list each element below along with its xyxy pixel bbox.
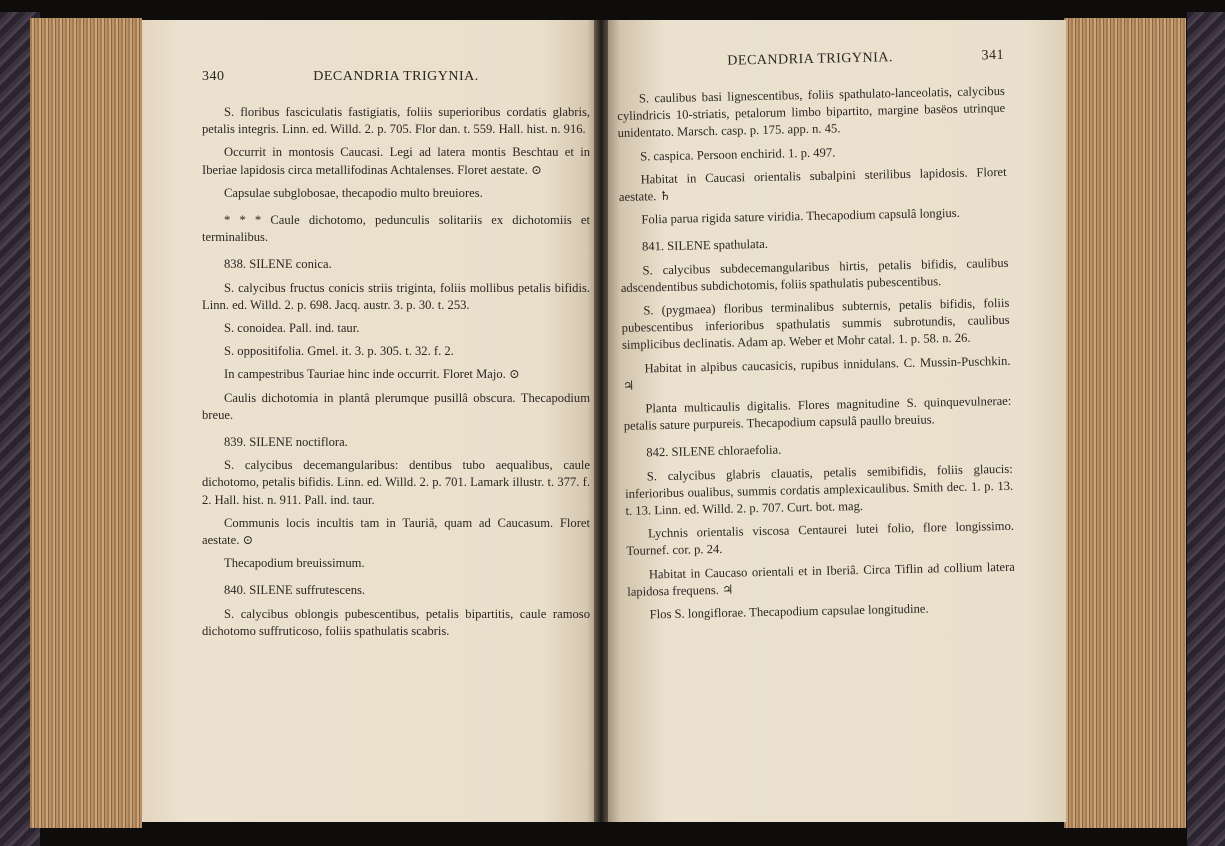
page-edges-right (1064, 18, 1186, 828)
paragraph: In campestribus Tauriae hinc inde occurrit. Floret Majo. ⊙ (224, 367, 520, 382)
book-cover-right (1187, 12, 1225, 846)
left-running-head: DECANDRIA TRIGYNIA. (313, 69, 479, 84)
paragraph: Caulis dichotomia in plantâ plerumque pusillâ obscura. Thecapodium breue. (202, 390, 590, 422)
species-heading: 841. SILENE spathulata. (641, 237, 769, 254)
paragraph: S. caulibus basi lignescentibus, foliis spathulato-lanceolatis, calycibus cylindricis 10-striatis, petalorum limbo bipartito, margine basëos utrinque unidentato. Marsch. casp. p. 175. app. n. 45. (617, 83, 1006, 141)
paragraph: Lychnis orientalis viscosa Centaurei lutei folio, flore longissimo. Tournef. cor. p. 24. (626, 519, 1015, 559)
species-heading: 842. SILENE chloraefolia. (646, 443, 782, 460)
left-page-header (202, 68, 590, 88)
paragraph: Thecapodium breuissimum. (224, 556, 365, 571)
page-edges-left (30, 18, 142, 828)
paragraph: Habitat in alpibus caucasicis, rupibus innidulans. C. Mussin-Puschkin. ♃ (622, 353, 1011, 393)
paragraph: S. caspica. Persoon enchirid. 1. p. 497. (639, 145, 836, 164)
paragraph: S. calycibus decemangularibus: dentibus tubo aequalibus, caule dichotomo, petalis bifidis. Linn. ed. Willd. 2. p. 701. Lamark illustr. t. 377. f. 2. Hall. hist. n. 911. Pall. ind. taur. (202, 458, 590, 507)
paragraph: Occurrit in montosis Caucasi. Legi ad latera montis Beschtau et in Iberiae lapidosis circa metallifodinas Achtalenses. Floret aestate. ⊙ (202, 145, 590, 177)
paragraph: Communis locis incultis tam in Tauriâ, quam ad Caucasum. Floret aestate. ⊙ (202, 515, 590, 548)
left-page-text (202, 68, 590, 646)
right-page-number: 341 (981, 47, 1005, 64)
paragraph: S. calycibus oblongis pubescentibus, petalis bipartitis, caule ramoso dichotomo suffruticoso, foliis spathulatis scabris. (202, 606, 590, 638)
paragraph: S. oppositifolia. Gmel. it. 3. p. 305. t. 32. f. 2. (224, 344, 454, 359)
paragraph: Capsulae subglobosae, thecapodio multo breuiores. (224, 185, 483, 200)
paragraph: S. conoidea. Pall. ind. taur. (224, 321, 360, 336)
paragraph: Habitat in Caucasi orientalis subalpini sterilibus lapidosis. Floret aestate. ♄ (618, 164, 1007, 204)
paragraph: Habitat in Caucaso orientali et in Iberiâ. Circa Tiflin ad collium latera lapidosa frequens. ♃ (627, 559, 1015, 599)
paragraph: S. calycibus glabris clauatis, petalis semibifidis, foliis glaucis: inferioribus oualibus, summis cordatis amplexicaulibus. Smith dec. 1. p. 13. t. 13. Linn. ed. Willd. 2. p. 707. Curt. bot. mag. (625, 461, 1014, 518)
paragraph: S. calycibus subdecemangularibus hirtis, petalis bifidis, caulibus adscendentibus subdichotomis, foliis spathulatis pubescentibus. (620, 255, 1009, 295)
paragraph: Folia parua rigida saturе viridia. Thecapodium capsulâ longius. (641, 206, 960, 227)
left-page-number: 340 (202, 69, 225, 84)
paragraph: S. (pygmaea) floribus terminalibus subternis, petalis bifidis, foliis pubescentibus inferioribus spathulatis summis subrotundis, caulibus simplicibus declinatis. Adam ap. Weber et Mohr catal. 1. p. 58. n. 26. (621, 295, 1010, 353)
species-heading: 838. SILENE conica. (224, 257, 332, 272)
species-heading: 840. SILENE suffrutescens. (224, 583, 366, 598)
species-heading: 839. SILENE noctiflora. (224, 435, 348, 450)
section-heading: * * * Caule dichotomo, pedunculis solitariis ex dichotomiis et terminalibus. (202, 213, 590, 245)
paragraph: S. calycibus fructus conicis striis triginta, foliis mollibus petalis bifidis. Linn. ed. Willd. 2. p. 698. Jacq. austr. 3. p. 30. t. 253. (202, 280, 590, 312)
book-gutter (594, 20, 608, 822)
paragraph: Flos S. longiflorae. Thecapodium capsulae longitudine. (649, 601, 929, 622)
paragraph: S. floribus fasciculatis fastigiatis, foliis superioribus cordatis glabris, petalis integris. Linn. ed. Willd. 2. p. 705. Flor dan. t. 559. Hall. hist. n. 916. (202, 105, 590, 137)
right-page-text (616, 47, 1016, 630)
paragraph: Planta multicaulis digitalis. Flores magnitudine S. quinquevulnerae: petalis sature purpureis. Thecapodium capsulâ paullo breuius. (623, 393, 1012, 434)
right-running-head: DECANDRIA TRIGYNIA. (727, 50, 894, 69)
